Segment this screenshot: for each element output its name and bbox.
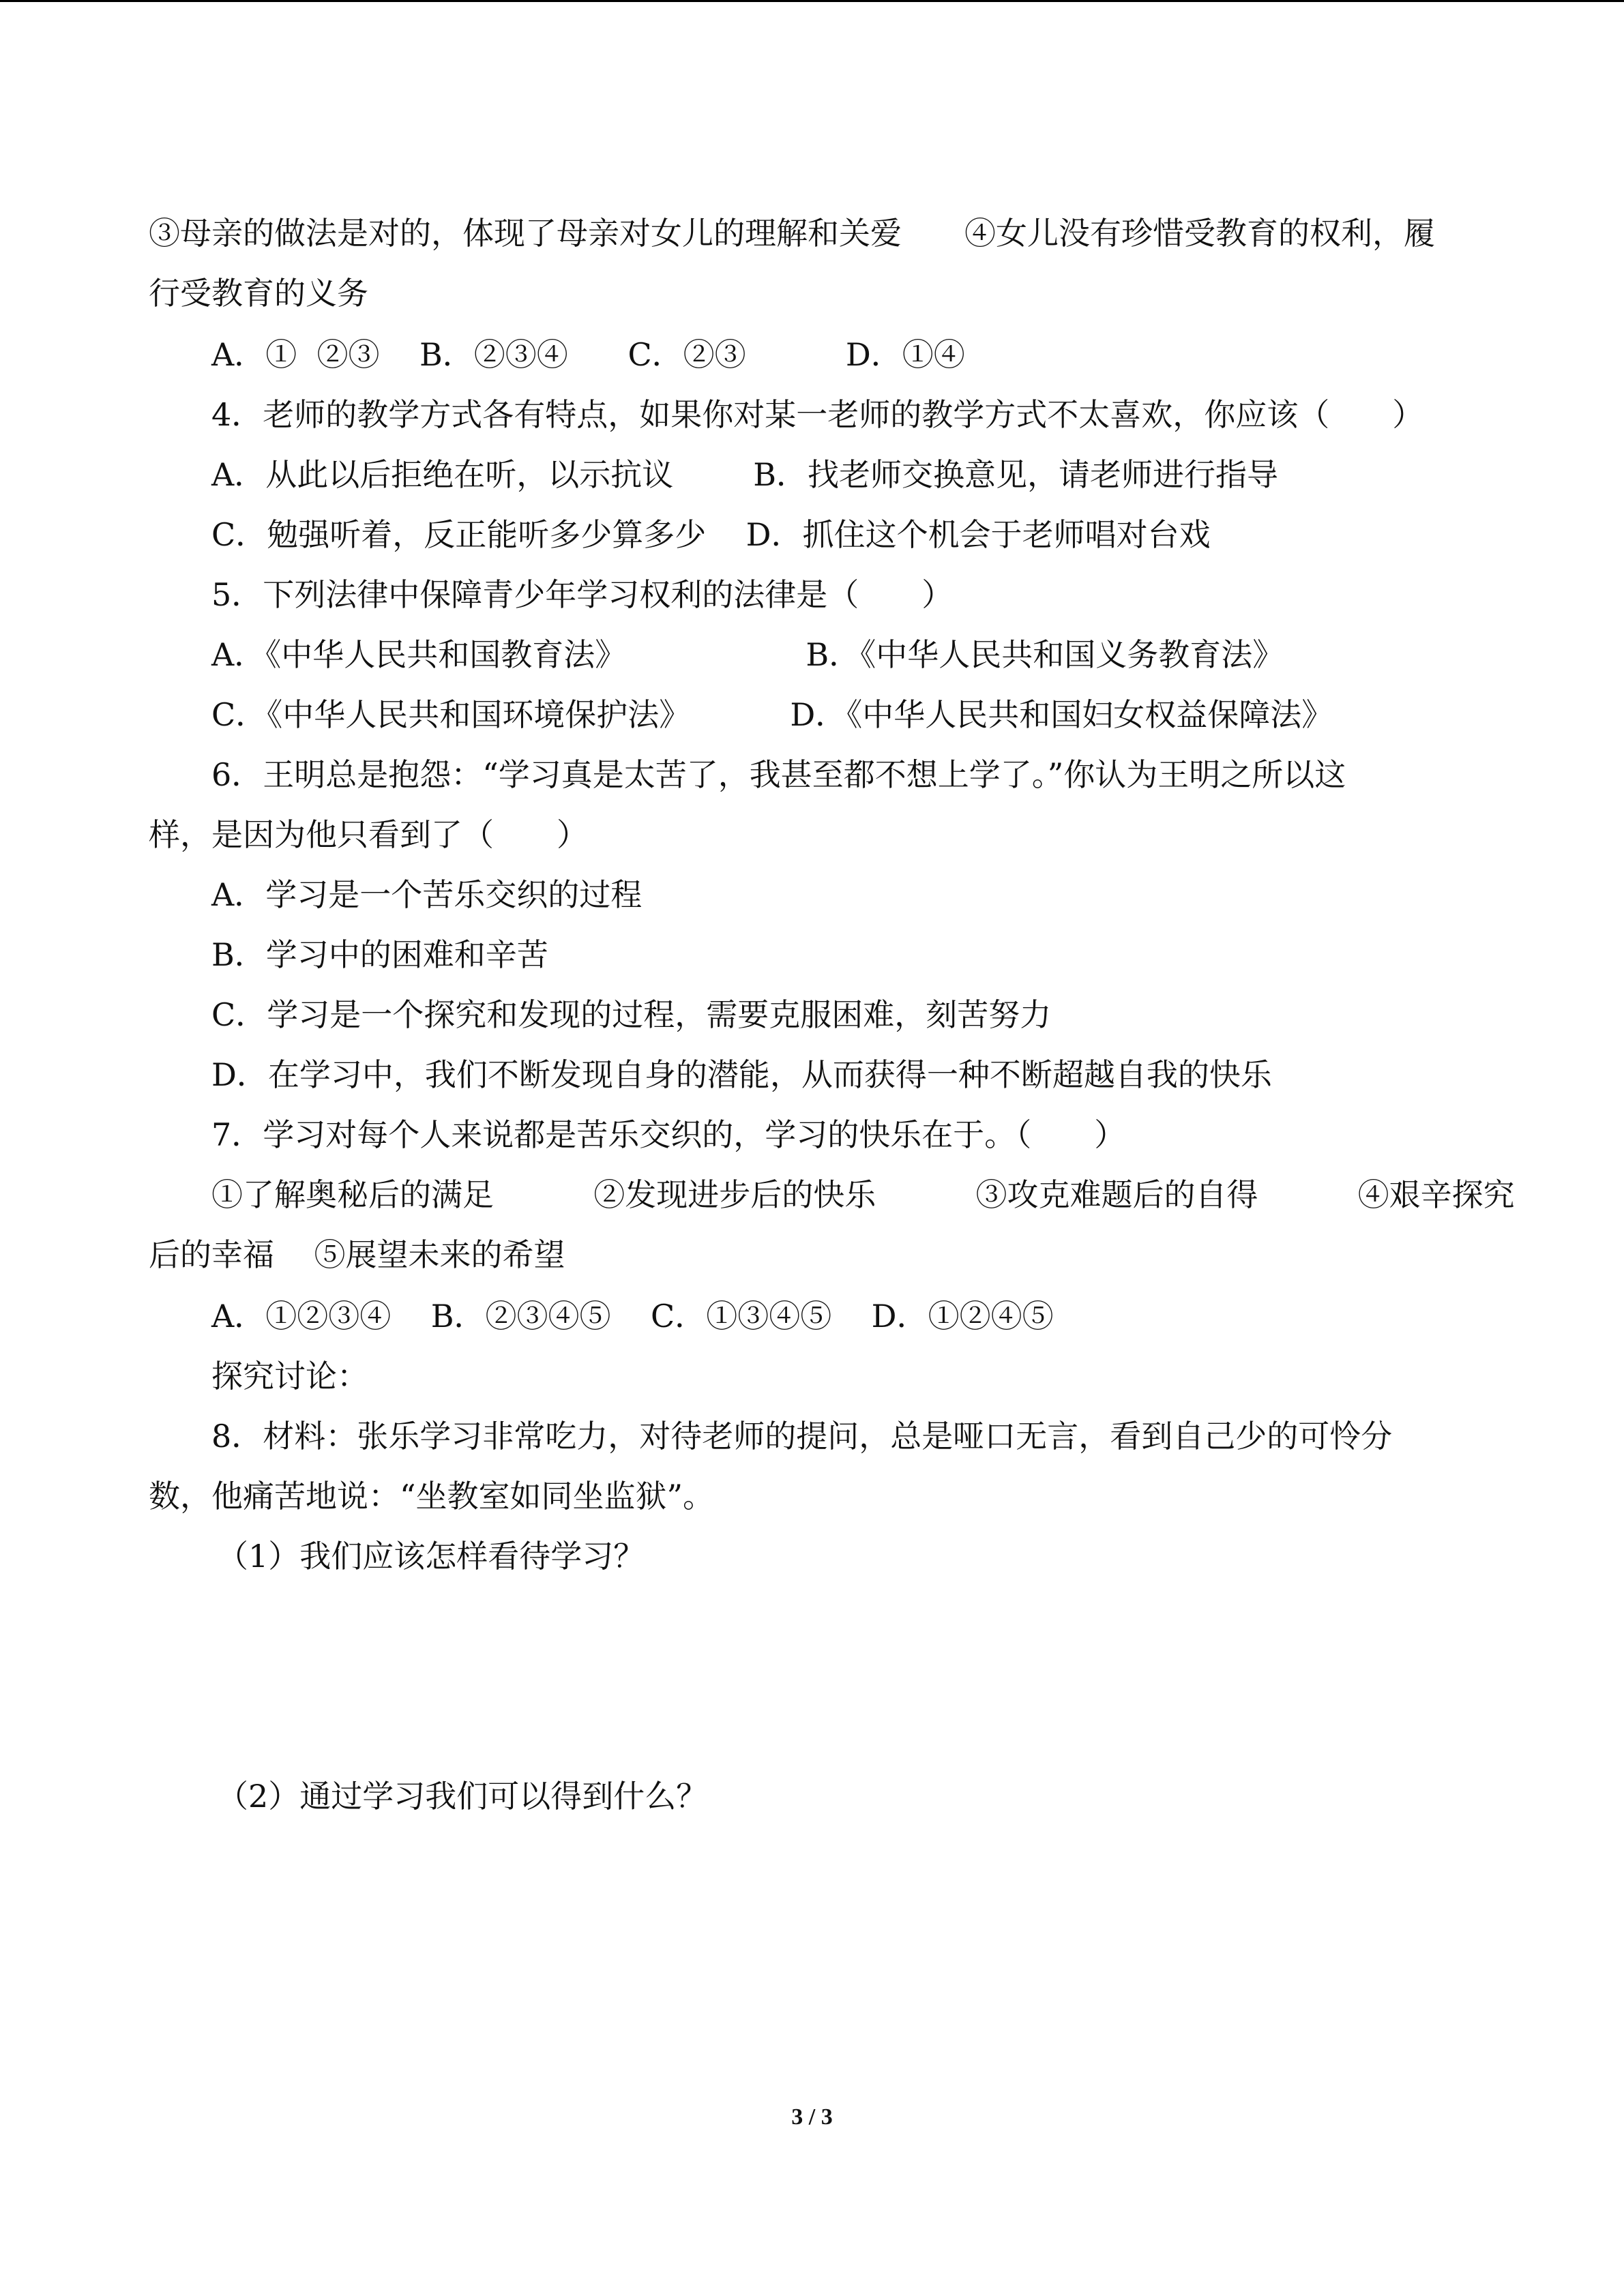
question-7-items: ①了解奥秘后的满足 ②发现进步后的快乐 ③攻克难题后的自得 ④艰辛探究 (211, 1176, 1515, 1213)
option-q6-d: D．在学习中，我们不断发现自身的潜能，从而获得一种不断超越自我的快乐 (211, 1056, 1272, 1093)
question-5: 5．下列法律中保障青少年学习权利的法律是（ ） (211, 576, 954, 613)
options-q7: A．①②③④ B．②③④⑤ C．①③④⑤ D．①②④⑤ (211, 1298, 1054, 1335)
options-q5-cd: C．《中华人民共和国环境保护法》 D．《中华人民共和国妇女权益保障法》 (211, 696, 1333, 733)
text-line: ③母亲的做法是对的，体现了母亲对女儿的理解和关爱 ④女儿没有珍惜受教育的权利，履 (149, 215, 1435, 252)
options-q5-ab: A．《中华人民共和国教育法》 B．《中华人民共和国义务教育法》 (211, 636, 1284, 673)
sub-question-1: （1）我们应该怎样看待学习？ (217, 1538, 645, 1575)
section-heading: 探究讨论： (211, 1358, 368, 1395)
option-q6-c: C．学习是一个探究和发现的过程，需要克服困难，刻苦努力 (211, 996, 1052, 1033)
option-q6-b: B．学习中的困难和辛苦 (211, 936, 548, 973)
options-q4-cd: C．勉强听着，反正能听多少算多少 D．抓住这个机会于老师唱对台戏 (211, 516, 1211, 553)
question-6-cont: 样，是因为他只看到了（ ） (149, 816, 588, 853)
page-number: 3 / 3 (791, 2104, 833, 2130)
text-line: 行受教育的义务 (149, 275, 368, 312)
option-q6-a: A．学习是一个苦乐交织的过程 (211, 876, 643, 913)
question-7-items-cont: 后的幸福 ⑤展望未来的希望 (149, 1236, 565, 1273)
options-q4-ab: A．从此以后拒绝在听，以示抗议 B．找老师交换意见，请老师进行指导 (211, 456, 1278, 493)
answer-options-q3: A．① ②③ B．②③④ C．②③ D．①④ (211, 336, 965, 373)
question-8: 8．材料：张乐学习非常吃力，对待老师的提问，总是哑口无言，看到自己少的可怜分 (211, 1418, 1393, 1455)
question-8-cont: 数，他痛苦地说：“坐教室如同坐监狱”。 (149, 1478, 715, 1515)
sub-question-2: （2）通过学习我们可以得到什么？ (217, 1778, 708, 1815)
question-4: 4．老师的教学方式各有特点，如果你对某一老师的教学方式不太喜欢，你应该（ ） (211, 396, 1424, 433)
question-7: 7．学习对每个人来说都是苦乐交织的，学习的快乐在于。（ ） (211, 1116, 1126, 1153)
question-6: 6．王明总是抱怨：“学习真是太苦了，我甚至都不想上学了。”你认为王明之所以这 (211, 756, 1346, 793)
